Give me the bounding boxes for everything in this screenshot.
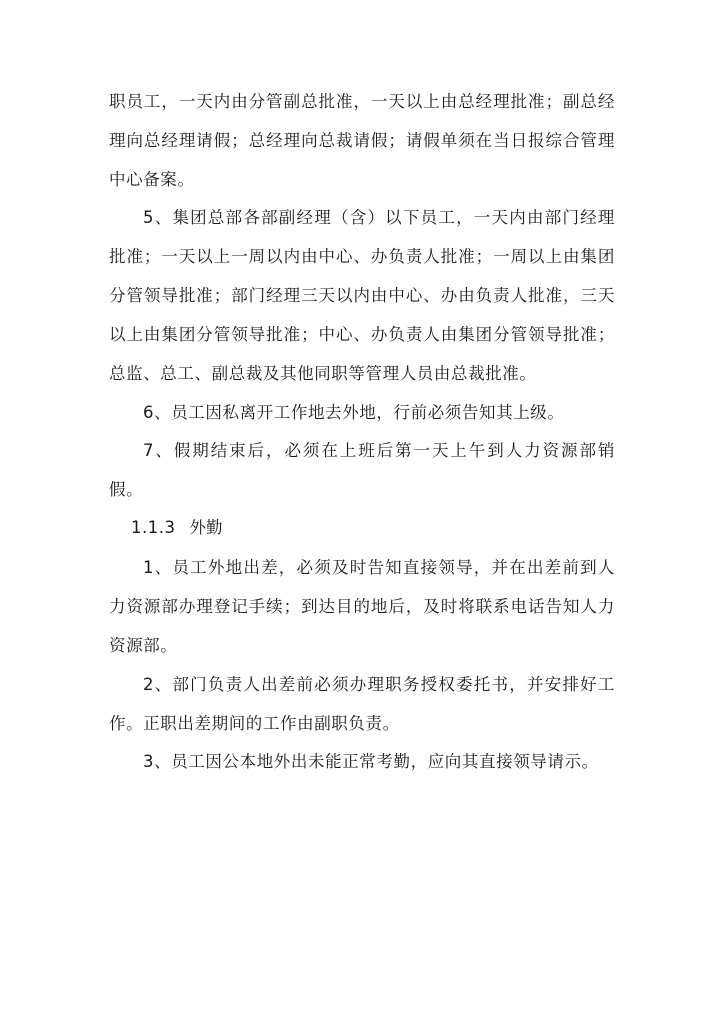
section-heading <box>131 508 222 547</box>
paragraph-field-1: 1、员工外地出差，必须及时告知直接领导，并在出差前到人力资源部办理登记手续；到达目的地后，及时将联系电话告知人力资源部。 <box>109 558 615 655</box>
paragraph-field-2: 2、部门负责人出差前必须办理职务授权委托书，并安排好工作。正职出差期间的工作由副职负责。 <box>109 675 615 733</box>
paragraph-leave-approval-continued: 职员工，一天内由分管副总批准，一天以上由总经理批准；副总经理向总经理请假；总经理向总裁请假；请假单须在当日报综合管理中心备案。 <box>109 92 615 189</box>
paragraph-rule-5: 5、集团总部各部副经理（含）以下员工，一天内由部门经理批准；一天以上一周以内由中心、办负责人批准；一周以上由集团分管领导批准；部门经理三天以内由中心、办由负责人批准，三天以上由集团分管领导批准；中心、办负责人由集团分管领导批准；总监、总工、副总裁及其他同职等管理人员由总裁批准。 <box>109 208 615 383</box>
paragraph-rule-6: 6、员工因私离开工作地去外地，行前必须告知其上级。 <box>143 403 565 422</box>
section-title: 外勤 <box>189 518 223 537</box>
paragraph-field-3: 3、员工因公本地外出未能正常考勤，应向其直接领导请示。 <box>143 752 599 771</box>
section-number: 1.1.3 <box>131 518 176 537</box>
paragraph-rule-7: 7、假期结束后，必须在上班后第一天上午到人力资源部销假。 <box>109 441 615 499</box>
